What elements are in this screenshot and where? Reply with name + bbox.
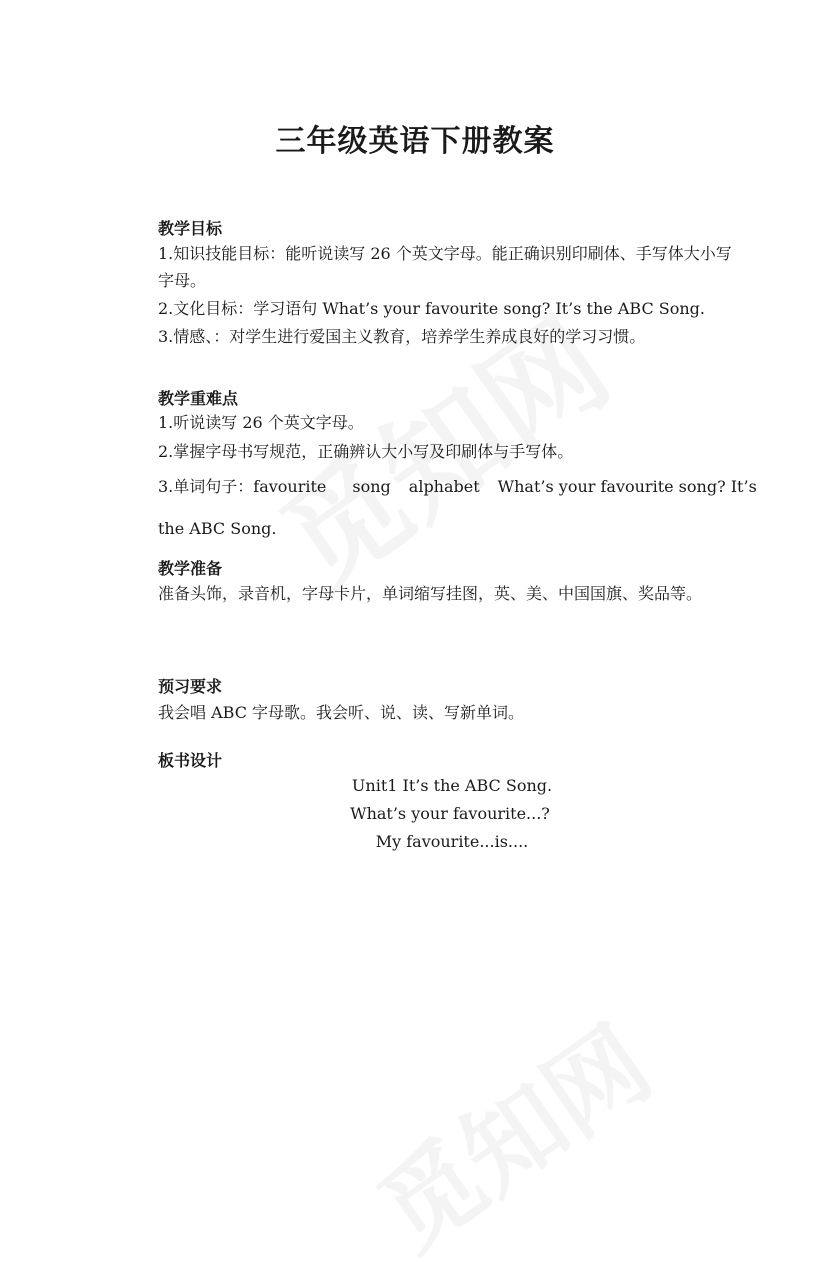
objectives-line-1: 1.知识技能目标：能听说读写 26 个英文字母。能正确识别印刷体、手写体大小写 <box>158 244 732 263</box>
word-item: favourite <box>253 477 327 496</box>
key-points-line-1: 1.听说读写 26 个英文字母。 <box>158 413 364 432</box>
section-heading-objectives: 教学目标 <box>158 219 223 238</box>
key-points-words-line <box>158 477 757 497</box>
board-line-1: Unit1 It’s the ABC Song. <box>351 776 553 795</box>
document-title: 三年级英语下册教案 <box>275 124 555 159</box>
key-points-line-2: 2.掌握字母书写规范，正确辨认大小写及印刷体与手写体。 <box>158 442 574 461</box>
section-heading-key-points: 教学重难点 <box>158 389 239 408</box>
words-prefix: 3.单词句子： <box>158 477 254 496</box>
section-heading-preview: 预习要求 <box>158 677 223 696</box>
word-item: song <box>352 477 391 496</box>
objectives-line-4: 3.情感、：对学生进行爱国主义教育，培养学生养成良好的学习习惯。 <box>158 327 646 346</box>
section-heading-board: 板书设计 <box>158 751 223 770</box>
preview-line-1: 我会唱 ABC 字母歌。我会听、说、读、写新单词。 <box>158 703 525 722</box>
objectives-line-3: 2.文化目标：学习语句 What’s your favourite song? It’s the ABC Song. <box>158 299 705 318</box>
watermark <box>346 987 674 1277</box>
objectives-line-2: 字母。 <box>158 271 207 290</box>
preparation-line-1: 准备头饰，录音机，字母卡片，单词缩写挂图，英、美、中国国旗、奖品等。 <box>158 584 703 603</box>
board-line-3: My favourite...is.... <box>375 832 529 851</box>
section-heading-preparation: 教学准备 <box>158 559 223 578</box>
word-item: alphabet <box>408 477 480 496</box>
board-line-2: What’s your favourite...? <box>350 804 550 823</box>
word-item: What’s your favourite song? It’s <box>497 477 757 496</box>
key-points-continuation: the ABC Song. <box>158 519 277 538</box>
